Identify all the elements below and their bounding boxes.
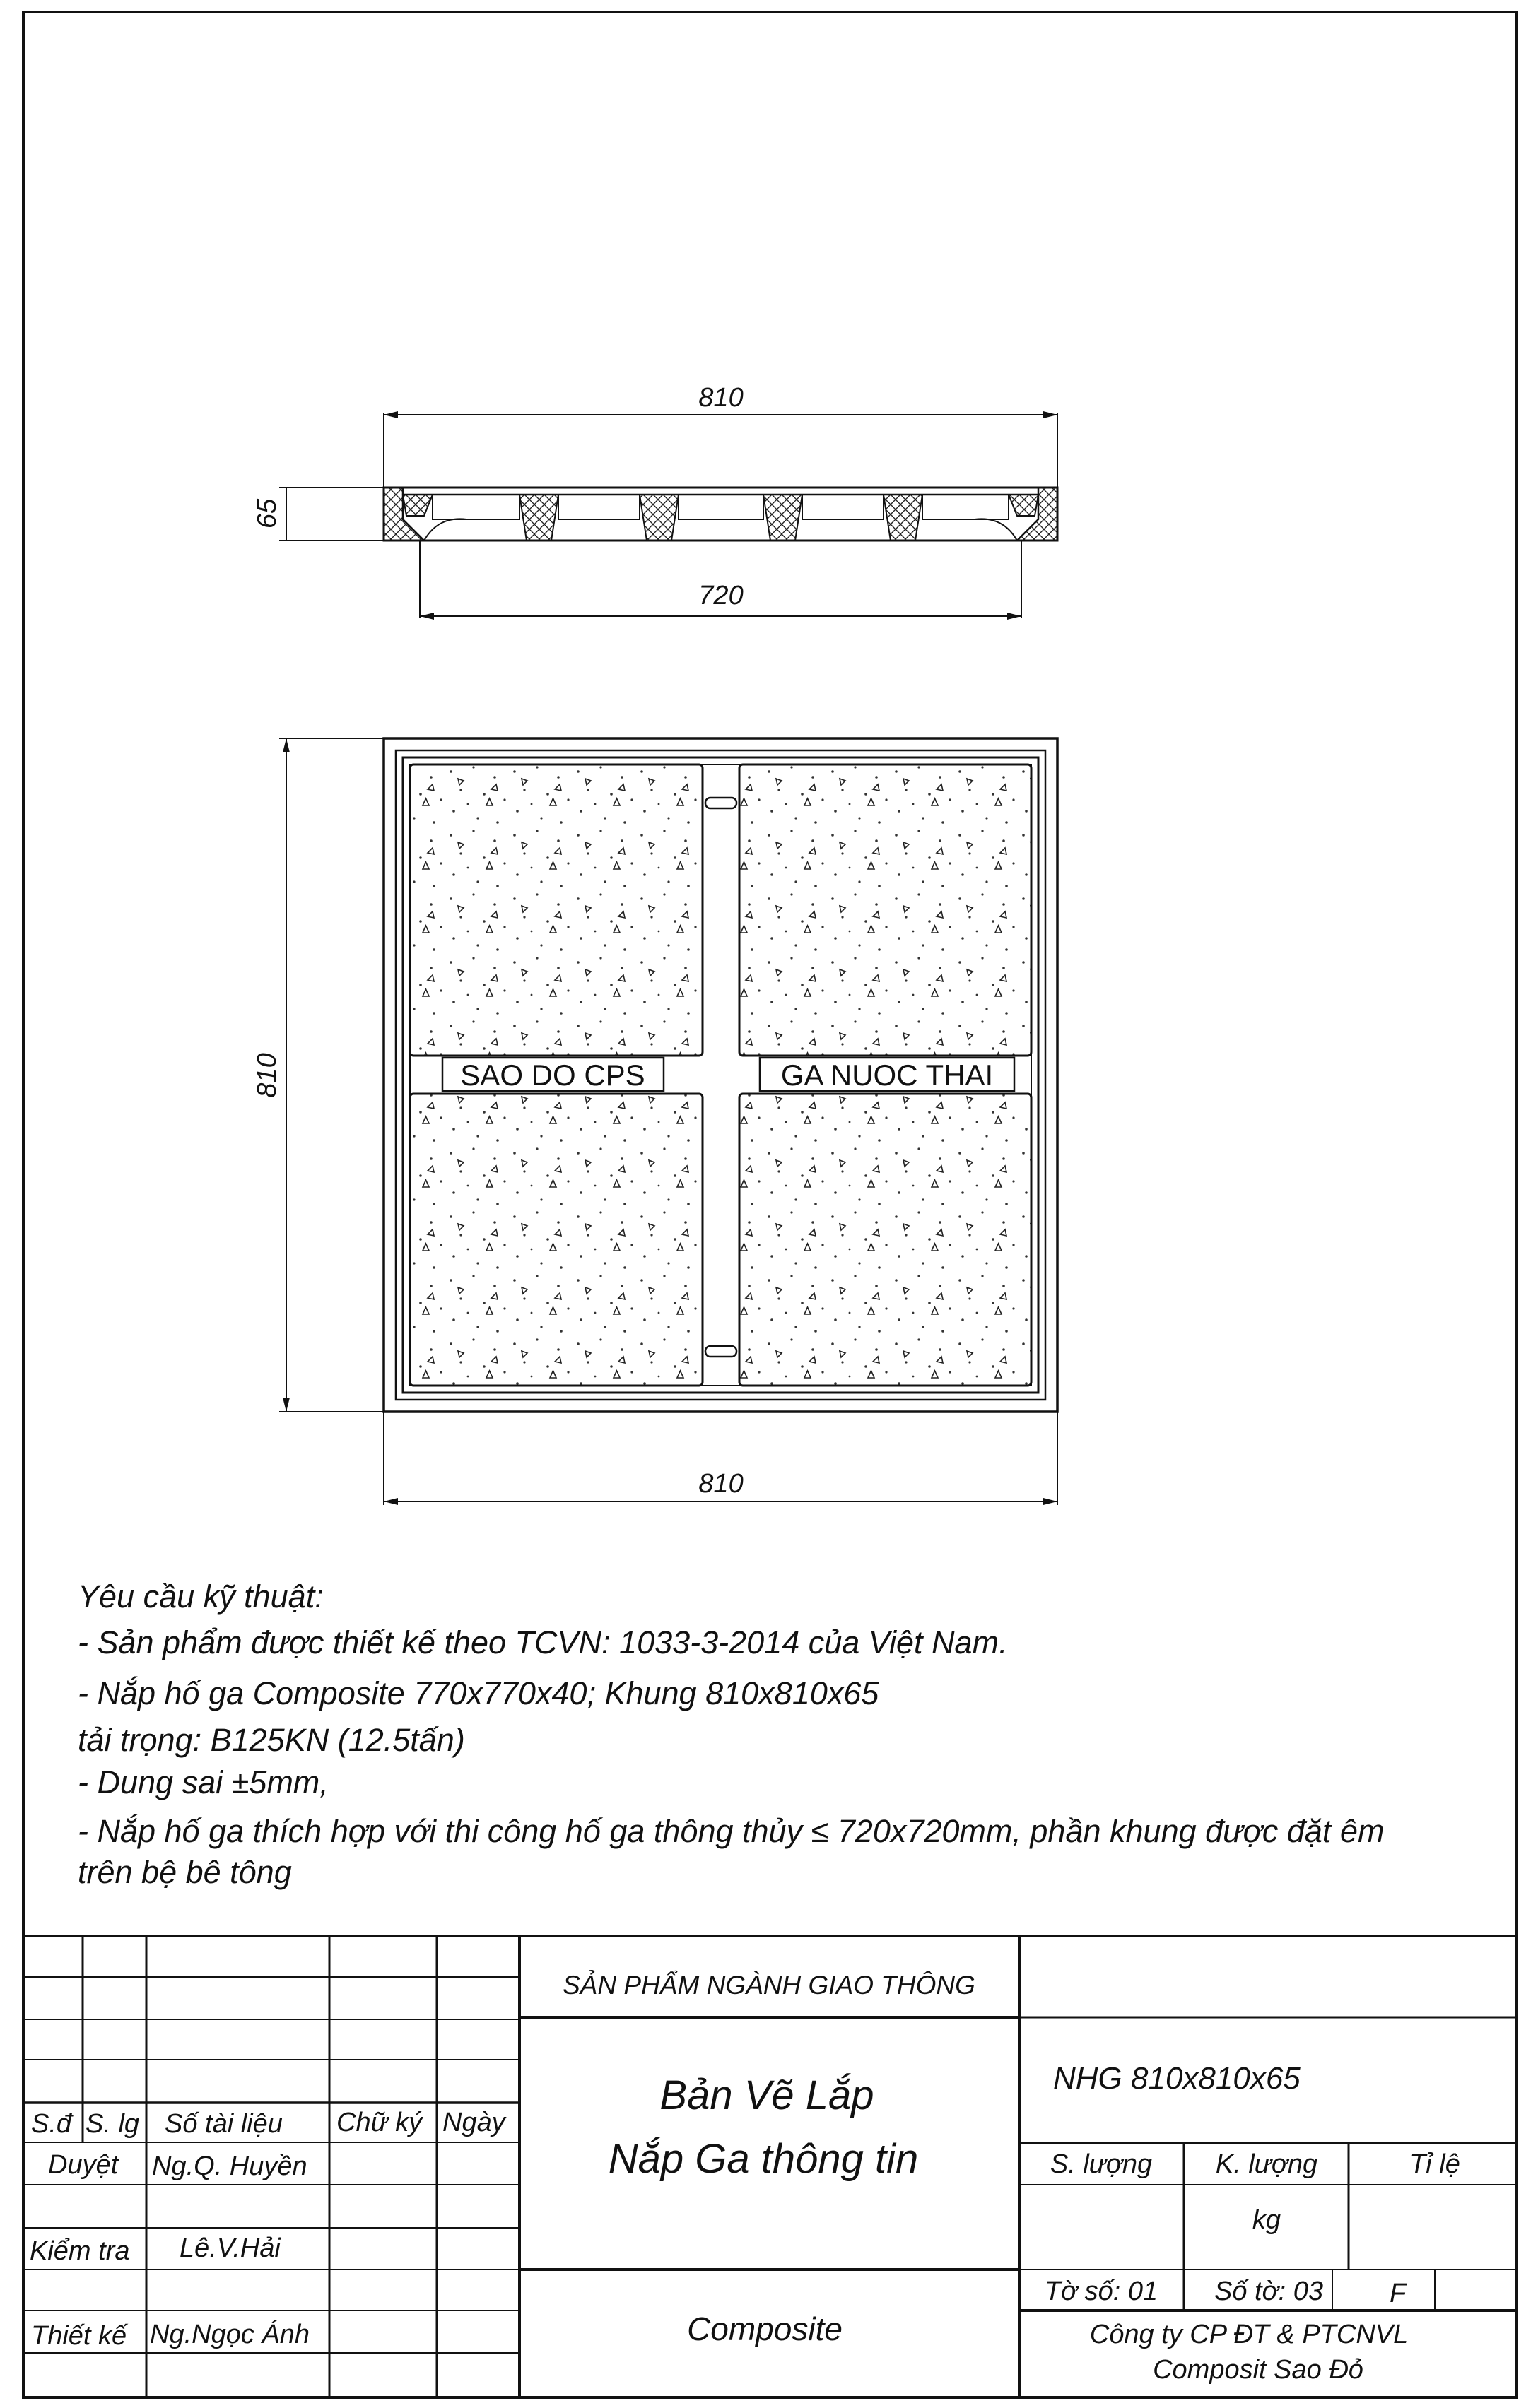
- weight-label: K. lượng: [1215, 2149, 1318, 2179]
- panel-top-right: [739, 765, 1031, 1056]
- company-line2: Composit Sao Đỏ: [1153, 2355, 1363, 2385]
- requirement-line-5: - Nắp hố ga thích hợp với thi công hố ga thông thủy ≤ 720x720mm, phần khung được đặt êm: [78, 1813, 1385, 1849]
- panel-bottom-left: [410, 1094, 703, 1386]
- section-view: [252, 383, 1057, 618]
- header-slg: S. lg: [86, 2109, 140, 2139]
- sheet-count: Số tờ: 03: [1214, 2277, 1323, 2306]
- scale-label: Tỉ lệ: [1409, 2149, 1460, 2179]
- drawing-title-line1: Bản Vẽ Lắp: [659, 2072, 874, 2118]
- requirements-heading: Yêu cầu kỹ thuật:: [78, 1578, 324, 1615]
- lifting-slot-top: [705, 798, 736, 808]
- dim-inner-width: 720: [698, 581, 744, 610]
- role-duyet: Duyệt: [48, 2150, 119, 2180]
- cover-label-left: SAO DO CPS: [460, 1058, 645, 1092]
- cover-label-right: GA NUOC THAI: [780, 1058, 994, 1092]
- plan-view: [252, 738, 1057, 1505]
- requirement-line-6: trên bệ bê tông: [78, 1854, 292, 1890]
- header-sd: S.đ: [31, 2109, 72, 2139]
- weight-unit: kg: [1252, 2205, 1281, 2235]
- dim-plan-width: 810: [698, 1469, 744, 1499]
- requirement-line-3: tải trọng: B125KN (12.5tấn): [78, 1722, 465, 1758]
- sheet-number: Tờ số: 01: [1044, 2277, 1158, 2306]
- dim-overall-width: 810: [698, 383, 744, 413]
- material-label: Composite: [687, 2310, 843, 2347]
- category-label: SẢN PHẨM NGÀNH GIAO THÔNG: [563, 1971, 975, 2000]
- name-kiem-tra: Lê.V.Hải: [180, 2233, 281, 2263]
- company-line1: Công ty CP ĐT & PTCNVL: [1089, 2320, 1409, 2349]
- role-thiet-ke: Thiết kế: [31, 2321, 127, 2351]
- header-chu-ky: Chữ ký: [336, 2108, 423, 2137]
- requirement-line-4: - Dung sai ±5mm,: [78, 1764, 329, 1800]
- dim-plan-height: 810: [252, 1053, 282, 1098]
- product-code: NHG 810x810x65: [1053, 2061, 1301, 2096]
- revision-letter: F: [1390, 2279, 1407, 2308]
- header-ngay: Ngày: [442, 2108, 505, 2137]
- name-duyet: Ng.Q. Huyền: [152, 2152, 307, 2181]
- quantity-label: S. lượng: [1050, 2149, 1153, 2179]
- drawing-title-line2: Nắp Ga thông tin: [608, 2136, 919, 2182]
- title-block-text: [30, 1970, 1460, 2385]
- role-kiem-tra: Kiểm tra: [30, 2236, 130, 2266]
- panel-top-left: [410, 765, 703, 1056]
- header-so-tai-lieu: Số tài liệu: [165, 2109, 283, 2139]
- name-thiet-ke: Ng.Ngọc Ánh: [150, 2320, 310, 2349]
- requirement-line-2: - Nắp hố ga Composite 770x770x40; Khung 810x810x65: [78, 1675, 879, 1711]
- requirement-line-1: - Sản phẩm được thiết kế theo TCVN: 1033-3-2014 của Việt Nam.: [78, 1624, 1008, 1660]
- lifting-slot-bottom: [705, 1346, 736, 1357]
- dim-height: 65: [252, 498, 282, 529]
- panel-bottom-right: [739, 1094, 1031, 1386]
